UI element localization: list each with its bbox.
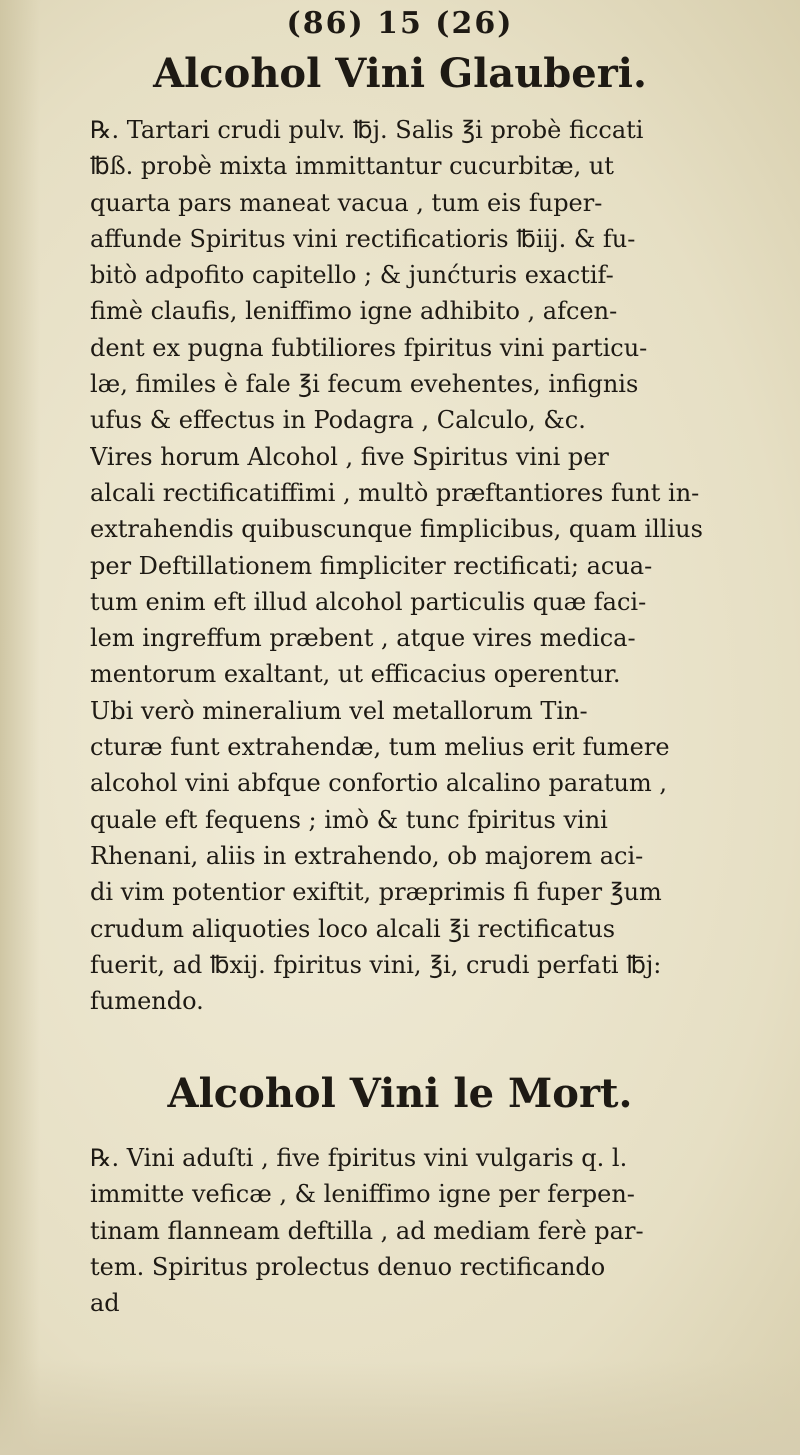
section-title-alcohol-vini-le-mort: Alcohol Vini le Mort. <box>167 1070 633 1117</box>
text-line: ad <box>90 1289 120 1318</box>
text-line: cturæ funt extrahendæ, tum melius erit fumere <box>90 733 670 762</box>
text-line: mentorum exaltant, ut efficacius operentur. <box>90 660 621 689</box>
text-line: affunde Spiritus vini rectificatioris ℔iij. & fu- <box>90 224 636 253</box>
section2-body <box>90 1140 730 1321</box>
page-edge-shadow <box>0 0 40 1455</box>
text-line: Ubi verò mineralium vel metallorum Tin- <box>90 696 588 725</box>
text-line: ufus & effectus in Podagra , Calculo, &c. <box>90 406 586 435</box>
text-line: lem ingreffum præbent , atque vires medica- <box>90 624 636 653</box>
text-line: dent ex pugna fubtiliores fpiritus vini particu- <box>90 333 648 362</box>
text-line: Vires horum Alcohol , five Spiritus vini per <box>90 442 609 471</box>
text-line: ℞. Tartari crudi pulv. ℔j. Salis ℥i probè ficcati <box>90 116 644 144</box>
text-line: quale eft fequens ; imò & tunc fpiritus vini <box>90 805 608 834</box>
text-line: tem. Spiritus prolectus denuo rectificando <box>90 1252 606 1281</box>
text-line: per Deftillationem fimpliciter rectificati; acua- <box>90 551 653 580</box>
text-line: læ, fimiles è fale ℥i fecum evehentes, infignis <box>90 370 639 399</box>
page-bottom-shadow <box>0 1360 800 1455</box>
text-line: fimè claufis, leniffimo igne adhibito , afcen- <box>90 297 618 326</box>
text-line: tinam flanneam deftilla , ad mediam ferè par- <box>90 1216 644 1245</box>
text-line: alcohol vini abfque confortio alcalino paratum , <box>90 769 668 798</box>
text-line: ℞. Vini aduſti , five fpiritus vini vulgaris q. l. <box>90 1144 628 1172</box>
page-header: (86) 15 (26) <box>286 6 514 41</box>
text-line: crudum aliquoties loco alcali ℥i rectificatus <box>90 914 616 943</box>
text-line: extrahendis quibuscunque fimplicibus, quam illius <box>90 515 703 544</box>
text-line: ℔ß. probè mixta immittantur cucurbitæ, ut <box>90 152 614 181</box>
section-title-alcohol-vini-glauberi: Alcohol Vini Glauberi. <box>153 50 647 97</box>
text-line: fuerit, ad ℔xij. fpiritus vini, ℥i, crudi perfati ℔j: <box>90 950 662 979</box>
text-line: immitte veficæ , & leniffimo igne per ferpen- <box>90 1180 635 1209</box>
text-line: alcali rectificatiffimi , multò præftantiores funt in- <box>90 478 700 507</box>
text-line: di vim potentior exiftit, præprimis fi fuper ℥um <box>90 878 662 907</box>
text-line: Rhenani, aliis in extrahendo, ob majorem aci- <box>90 841 644 870</box>
text-line: fumendo. <box>90 987 204 1016</box>
section1-body <box>90 112 730 1019</box>
text-line: tum enim eft illud alcohol particulis quæ faci- <box>90 587 647 616</box>
text-line: bitò adpofito capitello ; & junćturis exactif- <box>90 261 614 290</box>
text-line: quarta pars maneat vacua , tum eis fuper- <box>90 188 603 217</box>
